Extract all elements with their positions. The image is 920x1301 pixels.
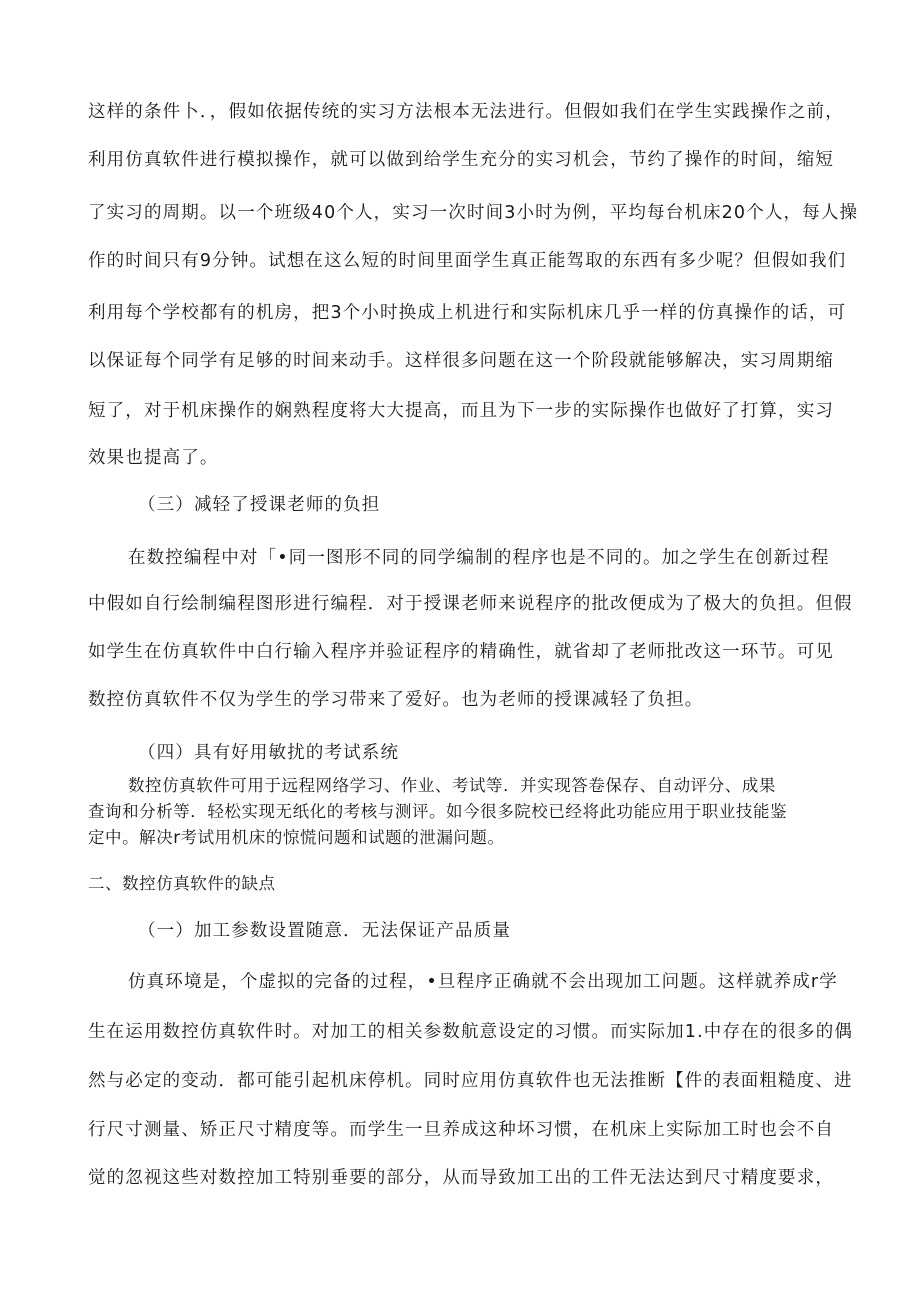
text-line: 行尺寸测量、矫正尺寸精度等。而学生一旦养成这种坏习惯，在机床上实际加工时也会不自 xyxy=(88,1120,834,1140)
text-line: 在数控编程中对「•同一图形不同的同学编制的程序也是不同的。加之学生在创新过程 xyxy=(128,548,830,568)
text-line: 仿真环境是，个虚拟的完备的过程，•旦程序正确就不会出现加工问题。这样就养成r学 xyxy=(128,972,838,992)
section-heading: （一）加工参数设置随意．无法保证产品质量 xyxy=(138,921,511,941)
text-line: 数控仿真软件不仅为学生的学习带来了爱好。也为老师的授课减轻了负担。 xyxy=(88,690,704,710)
section-heading: （三）减轻了授课老师的负担 xyxy=(138,495,381,515)
text-line: 如学生在仿真软件中白行输入程序并验证程序的精确性，就省却了老师批改这一环节。可见 xyxy=(88,642,834,662)
text-line: 作的时间只有9分钟。试想在这么短的时间里面学生真正能驾取的东西有多少呢？但假如我们 xyxy=(88,251,847,271)
text-line: 查询和分析等．轻松实现无纸化的考核与测评。如今很多院校已经将此功能应用于职业技能鉴 xyxy=(88,802,788,821)
text-line: 定中。解决r考试用机床的惊慌问题和试题的泄漏问题。 xyxy=(88,828,505,847)
text-line: 生在运用数控仿真软件时。对加工的相关参数航意设定的习惯。而实际加1.中存在的很多的偶 xyxy=(88,1022,853,1042)
text-line: 以保证每个同学有足够的时间来动手。这样很多问题在这一个阶段就能够解决，实习周期缩 xyxy=(88,351,834,371)
text-line: 效果也提高了。 xyxy=(88,448,219,468)
text-line: 这样的条件卜．，假如依据传统的实习方法根本无法进行。但假如我们在学生实践操作之前， xyxy=(88,102,844,122)
text-line: 觉的忽视这些对数控加工特别垂要的部分，从而导致加工出的工件无法达到尺寸精度要求， xyxy=(88,1168,834,1188)
text-line: 短了，对于机床操作的娴熟程度将大大提高，而且为下一步的实际操作也做好了打算，实习 xyxy=(88,401,834,421)
text-line: 数控仿真软件可用于远程网络学习、作业、考试等．并实现答卷保存、自动评分、成果 xyxy=(128,776,776,795)
text-line: 利用每个学校都有的机房，把3个小时换成上机进行和实际机床几乎一样的仿真操作的话，可 xyxy=(88,303,847,323)
text-line: 中假如自行绘制编程图形进行编程．对于授课老师来说程序的批改便成为了极大的负担。但假 xyxy=(88,594,853,614)
text-line: 了实习的周期。以一个班级40个人，实习一次时间3小时为例，平均每台机床20个人，每人操 xyxy=(88,203,859,223)
text-line: 然与必定的变动．都可能引起机床停机。同时应用仿真软件也无法推断【件的表面粗糙度、进 xyxy=(88,1071,853,1091)
text-line: 利用仿真软件进行模拟操作，就可以做到给学生充分的实习机会，节约了操作的时间，缩短 xyxy=(88,150,834,170)
section-heading: （四）具有好用敏扰的考试系统 xyxy=(138,743,400,763)
chapter-heading: 二、数控仿真软件的缺点 xyxy=(88,874,276,893)
